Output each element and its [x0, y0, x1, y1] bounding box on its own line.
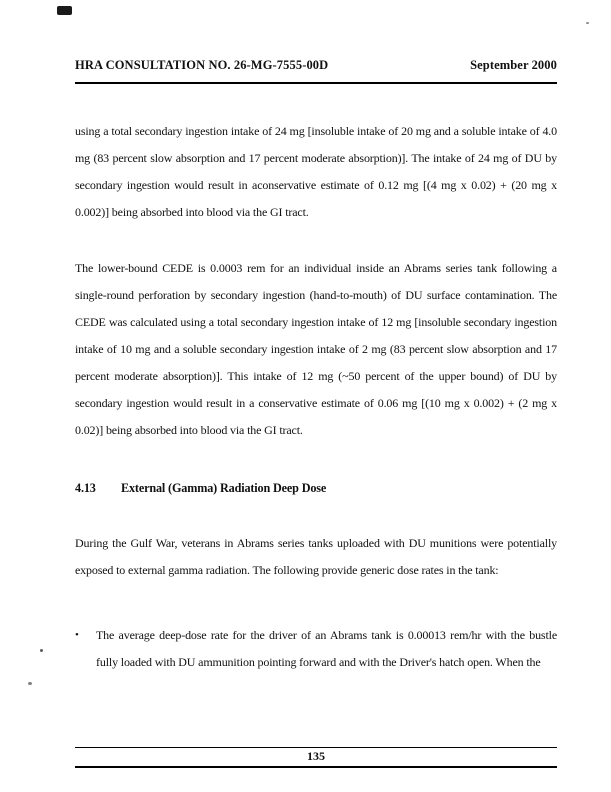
header-rule [75, 82, 557, 84]
paragraph-gulf-war: During the Gulf War, veterans in Abrams series tanks uploaded with DU munitions were potentially exposed to external gamma radiation. The following provide generic dose rates in the tank: [75, 536, 557, 577]
section-heading [75, 478, 557, 498]
page-number: 135 [307, 749, 325, 763]
bullet-list [75, 622, 557, 676]
bullet-text: The average deep-dose rate for the driver of an Abrams tank is 0.00013 rem/hr with the bustle fully loaded with DU ammunition pointing forward and with the Driver's hatch open. When the [96, 628, 557, 669]
list-item [75, 622, 557, 676]
paragraph-ingestion-intake: using a total secondary ingestion intake of 24 mg [insoluble intake of 20 mg and a soluble intake of 4.0 mg (83 percent slow absorption and 17 percent moderate absorption)]. The intake of 24 mg of DU by secondary ingestion would result in aconservative estimate of 0.12 mg [(4 mg x 0.02) + (20 mg x 0.002)] being absorbed into blood via the GI tract. [75, 124, 557, 219]
header-date: September 2000 [470, 58, 557, 72]
header-consultation-number: HRA CONSULTATION NO. 26-MG-7555-00D [75, 58, 329, 72]
scan-artifact [57, 6, 72, 15]
footer-bottom-rule [75, 766, 557, 768]
section-title: External (Gamma) Radiation Deep Dose [121, 481, 327, 495]
page-header [75, 58, 557, 73]
section-number: 4.13 [75, 481, 96, 495]
bullet-icon: • [75, 629, 79, 641]
scan-artifact [40, 649, 43, 652]
page-footer [75, 747, 557, 768]
document-body [75, 118, 557, 676]
scan-artifact [586, 22, 589, 24]
scan-artifact [28, 682, 32, 685]
paragraph-lower-bound-cede: The lower-bound CEDE is 0.0003 rem for an individual inside an Abrams series tank following a single-round perforation by secondary ingestion (hand-to-mouth) of DU surface contamination. The CEDE was calculated using a total secondary ingestion intake of 12 mg [insoluble secondary ingestion intake of 10 mg and a soluble secondary ingestion intake of 2 mg (83 percent slow absorption and 17 percent moderate absorption)]. This intake of 12 mg (~50 percent of the upper bound) of DU by secondary ingestion would result in a conservative estimate of 0.06 mg [(10 mg x 0.002) + (2 mg x 0.02)] being absorbed into blood via the GI tract. [75, 261, 557, 437]
